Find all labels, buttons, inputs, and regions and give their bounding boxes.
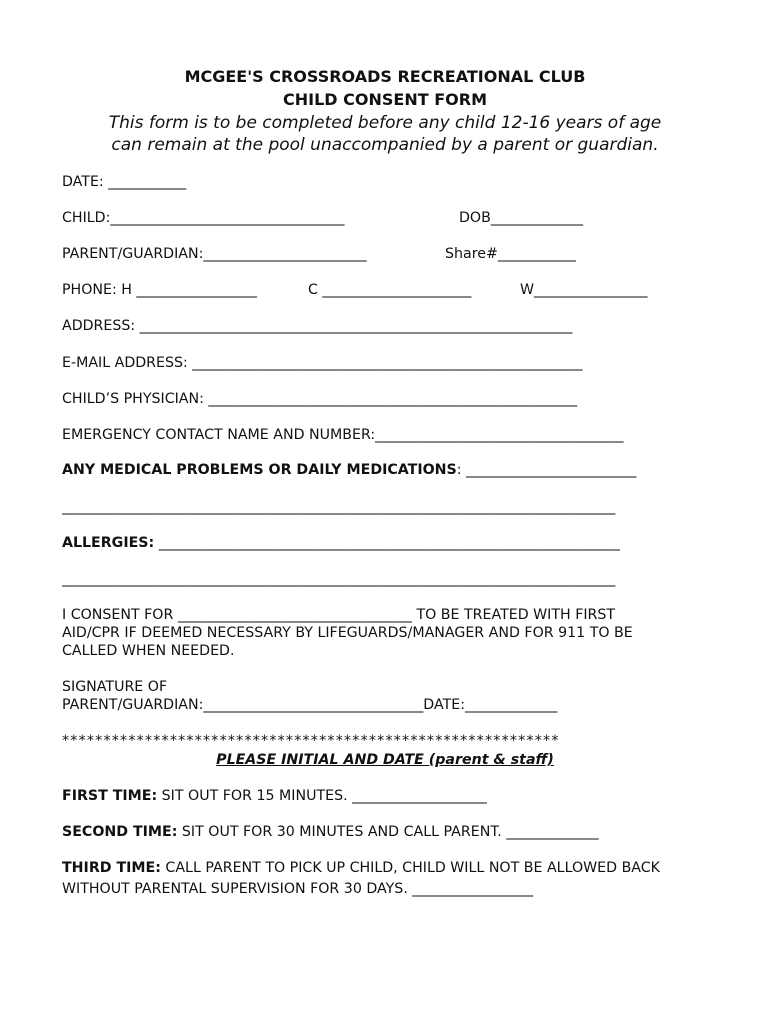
child-field[interactable]: CHILD:_________________________________ (62, 210, 345, 226)
medical-row[interactable] (62, 461, 702, 479)
first-time-text[interactable]: SIT OUT FOR 15 MINUTES. ___________________ (157, 788, 487, 804)
allergies-continuation-line[interactable]: ______________________________________________________________________________ (62, 571, 616, 587)
physician-field[interactable]: CHILD’S PHYSICIAN: ____________________________________________________ (62, 391, 578, 407)
medical-continuation-line[interactable]: ______________________________________________________________________________ (62, 499, 616, 515)
signature-label: SIGNATURE OF (62, 679, 168, 695)
allergies-row[interactable] (62, 534, 706, 552)
allergies-label: ALLERGIES: (62, 535, 155, 551)
address-field[interactable]: ADDRESS: _____________________________________________________________ (62, 318, 573, 334)
phone-home-field[interactable]: PHONE: H _________________ (62, 282, 258, 298)
third-time-label: THIRD TIME: (62, 860, 161, 876)
email-field[interactable]: E-MAIL ADDRESS: _______________________________________________________ (62, 355, 583, 371)
emergency-contact-field[interactable]: EMERGENCY CONTACT NAME AND NUMBER:___________________________________ (62, 427, 624, 443)
second-time-label: SECOND TIME: (62, 824, 178, 840)
intro-line-1: This form is to be completed before any child 12-16 years of age (108, 113, 662, 133)
form-title: CHILD CONSENT FORM (283, 90, 487, 109)
consent-line-2: AID/CPR IF DEEMED NECESSARY BY LIFEGUARDS/MANAGER AND FOR 911 TO BE (62, 625, 633, 641)
org-title: MCGEE'S CROSSROADS RECREATIONAL CLUB (184, 67, 586, 86)
medical-blank[interactable]: : ________________________ (456, 462, 637, 478)
third-time-text: CALL PARENT TO PICK UP CHILD, CHILD WILL NOT BE ALLOWED BACK (160, 860, 660, 876)
share-field[interactable]: Share#___________ (445, 246, 576, 262)
intro-line-2: can remain at the pool unaccompanied by a parent or guardian. (111, 135, 659, 155)
phone-work-field[interactable]: W________________ (520, 282, 648, 298)
consent-line-3: CALLED WHEN NEEDED. (62, 643, 235, 659)
parent-guardian-field[interactable]: PARENT/GUARDIAN:_______________________ (62, 246, 367, 262)
asterisk-divider: ************************************************************ (62, 733, 560, 749)
first-time-row[interactable] (62, 787, 487, 805)
third-time-row (62, 859, 660, 877)
second-time-text[interactable]: SIT OUT FOR 30 MINUTES AND CALL PARENT. _____________ (177, 824, 599, 840)
third-time-line-2[interactable]: WITHOUT PARENTAL SUPERVISION FOR 30 DAYS. _________________ (62, 881, 533, 897)
phone-cell-field[interactable]: C _____________________ (308, 282, 472, 298)
medical-label: ANY MEDICAL PROBLEMS OR DAILY MEDICATIONS (62, 462, 457, 478)
consent-line-1[interactable]: I CONSENT FOR _________________________________ TO BE TREATED WITH FIRST (62, 607, 616, 623)
allergies-blank[interactable]: _________________________________________________________________ (154, 535, 620, 551)
initial-heading: PLEASE INITIAL AND DATE (parent & staff) (216, 752, 554, 768)
first-time-label: FIRST TIME: (62, 788, 158, 804)
dob-field[interactable]: DOB_____________ (459, 210, 584, 226)
signature-field[interactable]: PARENT/GUARDIAN:_______________________________DATE:_____________ (62, 697, 558, 713)
date-field[interactable]: DATE: ___________ (62, 174, 187, 190)
second-time-row[interactable] (62, 823, 599, 841)
